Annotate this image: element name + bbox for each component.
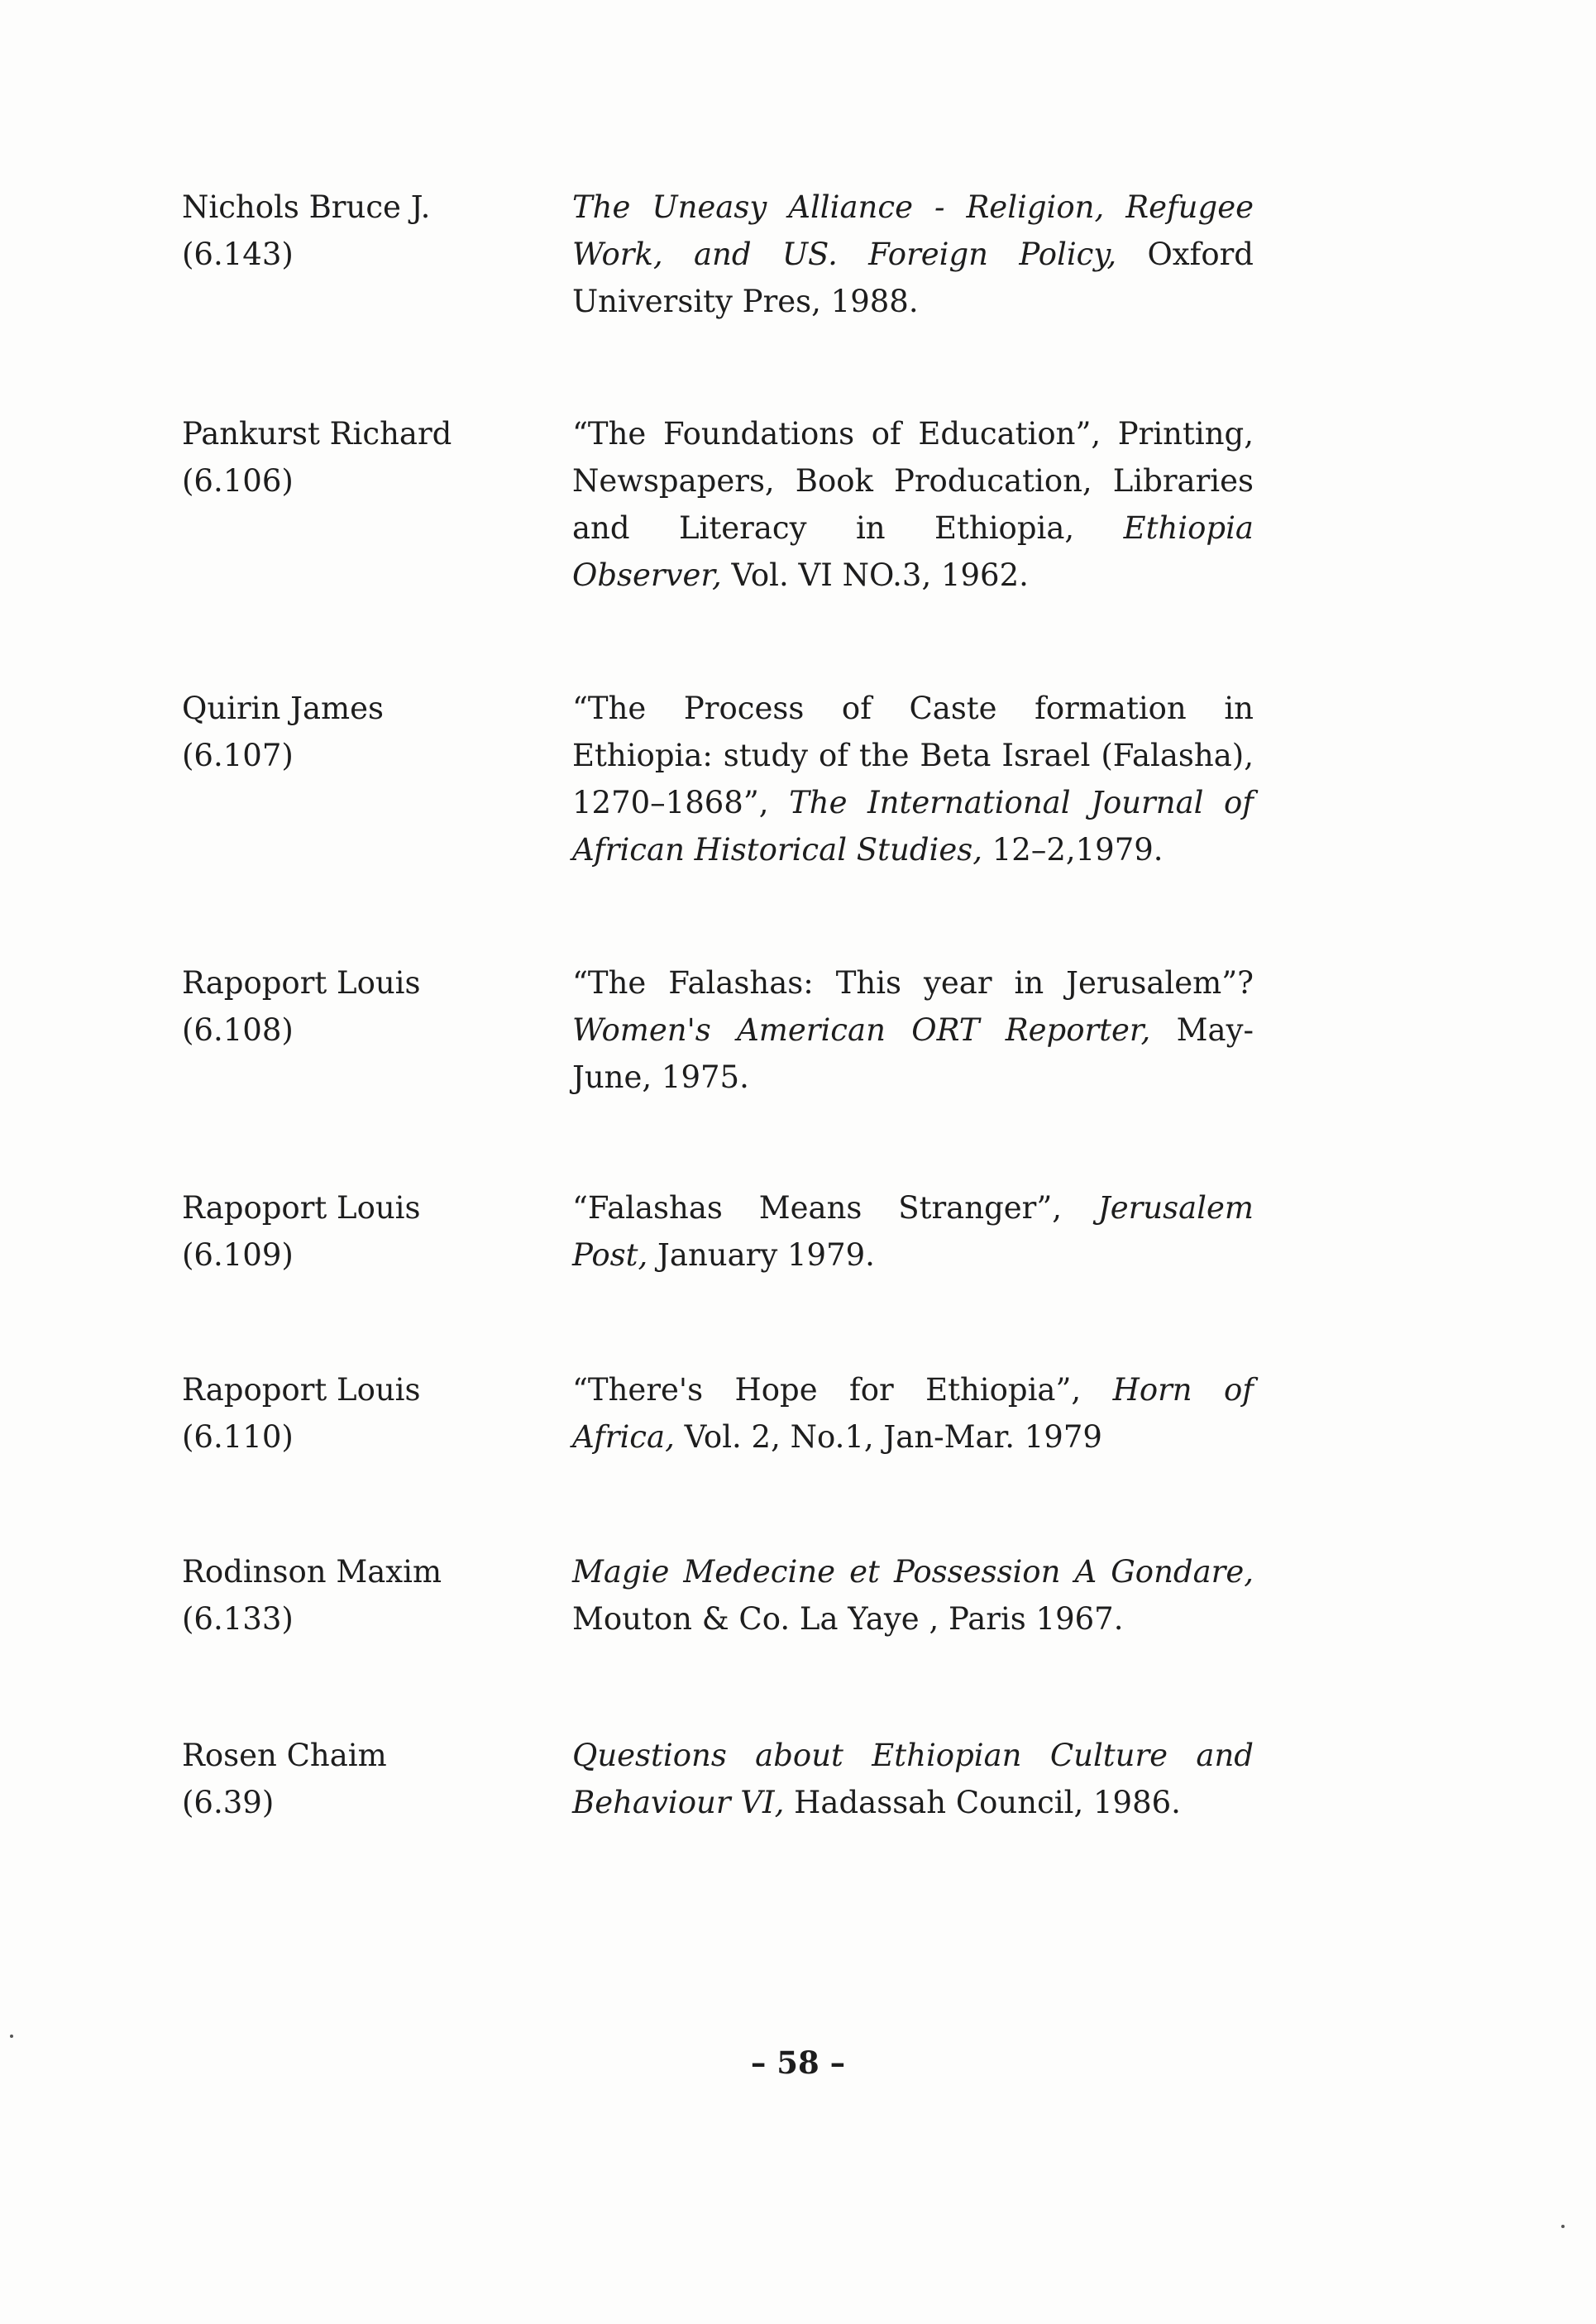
entry-citation <box>572 685 1254 873</box>
entry-citation <box>572 410 1254 599</box>
citation-text: Vol. 2, No.1, Jan-Mar. 1979 <box>674 1419 1102 1455</box>
citation-text: January 1979. <box>647 1237 875 1273</box>
entry-author <box>182 1184 546 1279</box>
citation-text: Vol. VI NO.3, 1962. <box>721 557 1029 593</box>
author-name: Rapoport Louis <box>182 965 421 1001</box>
citation-title: Jerusalem Post, <box>572 1190 1254 1273</box>
entry-author <box>182 1732 546 1826</box>
author-name: Rosen Chaim <box>182 1738 387 1773</box>
reference-number: (6.107) <box>182 738 294 773</box>
citation-text: “The Process of Caste formation in Ethiopia: study of the Beta Israel (Falasha), 1270–1868”, <box>572 691 1254 820</box>
author-name: Rapoport Louis <box>182 1190 421 1226</box>
paper-speck <box>1561 2225 1565 2228</box>
reference-number: (6.143) <box>182 237 294 272</box>
citation-title: Women's American ORT Reporter, <box>572 1012 1151 1048</box>
reference-number: (6.133) <box>182 1601 294 1637</box>
entry-author <box>182 1548 546 1643</box>
citation-text: Hadassah Council, 1986. <box>784 1785 1181 1820</box>
entry-author <box>182 685 546 779</box>
entry-author <box>182 184 546 278</box>
citation-title: The Uneasy Alliance - Religion, Refugee Work, and US. Foreign Policy, <box>572 189 1254 272</box>
reference-number: (6.109) <box>182 1237 294 1273</box>
author-name: Nichols Bruce J. <box>182 189 431 225</box>
paper-speck <box>10 2035 13 2038</box>
citation-title: Questions about Ethiopian Culture and Behaviour VI, <box>572 1738 1254 1820</box>
entry-citation <box>572 1184 1254 1279</box>
author-name: Rapoport Louis <box>182 1372 421 1408</box>
entry-citation <box>572 1732 1254 1826</box>
reference-number: (6.39) <box>182 1785 275 1820</box>
citation-text: Oxford University Pres, 1988. <box>572 237 1254 319</box>
entry-author <box>182 1366 546 1461</box>
citation-text: 12–2,1979. <box>982 832 1164 868</box>
entry-author <box>182 410 546 504</box>
citation-text: “The Falashas: This year in Jerusalem”? <box>572 965 1254 1001</box>
entry-citation <box>572 959 1254 1101</box>
entry-citation <box>572 1548 1254 1643</box>
author-name: Pankurst Richard <box>182 416 452 452</box>
reference-number: (6.108) <box>182 1012 294 1048</box>
citation-text: “Falashas Means Stranger”, <box>572 1190 1098 1226</box>
citation-title: Magie Medecine et Possession A Gondare, <box>572 1554 1254 1590</box>
reference-number: (6.106) <box>182 463 294 499</box>
citation-text: May-June, 1975. <box>572 1012 1254 1095</box>
citation-title: The International Journal of African Historical Studies, <box>572 785 1254 868</box>
author-name: Quirin James <box>182 691 384 726</box>
entry-citation <box>572 184 1254 325</box>
citation-text: “There's Hope for Ethiopia”, <box>572 1372 1113 1408</box>
citation-text: “The Foundations of Education”, Printing, Newspapers, Book Producation, Libraries and Literacy in Ethiopia, <box>572 416 1254 546</box>
entry-author <box>182 959 546 1054</box>
citation-title: Ethiopia Observer, <box>572 510 1254 593</box>
author-name: Rodinson Maxim <box>182 1554 442 1590</box>
citation-text: Mouton & Co. La Yaye , Paris 1967. <box>572 1601 1124 1637</box>
entry-citation <box>572 1366 1254 1461</box>
page-number: – 58 – <box>750 2044 846 2081</box>
citation-title: Horn of Africa, <box>572 1372 1254 1455</box>
reference-number: (6.110) <box>182 1419 294 1455</box>
